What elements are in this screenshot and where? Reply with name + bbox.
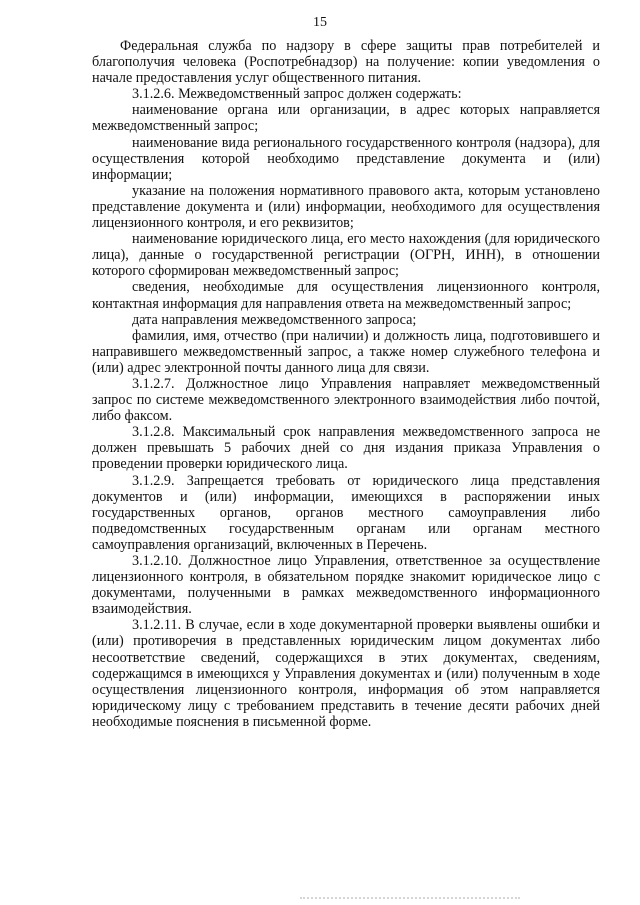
page-number: 15 [313, 15, 327, 30]
list-item-legal-act: указание на положения нормативного правового акта, которым установлено представление документа и (или) информации, необходимого для осуществления лицензионного контроля, и его реквизитов; [92, 182, 600, 232]
paragraph-3-1-2-6: 3.1.2.6. Межведомственный запрос должен содержать: [132, 86, 462, 103]
paragraph-3-1-2-11: 3.1.2.11. В случае, если в ходе документарной проверки выявлены ошибки и (или) противоречия в представленных юридическим лицом документах либо несоответствие сведений, содержащихся в этих документах, сведениям, содержащимся в имеющихся у Управления документах и (или) полученным в ходе осуществления лицензионного контроля, информация об этом направляется юридическому лицу с требованием представить в течение десяти рабочих дней необходимые пояснения в письменной форме. [92, 617, 600, 730]
list-item-organ-name: наименование органа или организации, в адрес которых направляется межведомственный запрос; [92, 102, 600, 135]
list-item-legal-entity: наименование юридического лица, его место нахождения (для юридического лица), данные о государственной регистрации (ОГРН, ИНН), в отношении которого сформирован межведомственный запрос; [92, 231, 600, 280]
document-body [92, 38, 600, 730]
paragraph-3-1-2-7: 3.1.2.7. Должностное лицо Управления направляет межведомственный запрос по системе межведомственного электронного взаимодействия либо почтой, либо факсом. [92, 375, 600, 425]
list-item-request-date: дата направления межведомственного запроса; [132, 311, 417, 328]
scan-artifact [300, 897, 520, 905]
paragraph-3-1-2-10: 3.1.2.10. Должностное лицо Управления, ответственное за осуществление лицензионного контроля, в обязательном порядке знакомит юридическое лицо с документами, полученными в рамках межведомственного информационного взаимодействия. [92, 553, 600, 618]
paragraph-3-1-2-9: 3.1.2.9. Запрещается требовать от юридического лица представления документов и (или) информации, имеющихся в распоряжении иных государственных органов, органов местного самоуправления либо подведомственных государственным органам или органам местного самоуправления организаций, включенных в Перечень. [92, 472, 600, 553]
list-item-contact-info: сведения, необходимые для осуществления лицензионного контроля, контактная информация для направления ответа на межведомственный запрос; [92, 279, 600, 312]
paragraph-rospotrebnadzor: Федеральная служба по надзору в сфере защиты прав потребителей и благополучия человека (Роспотребнадзор) на получение: копии уведомления о начале предоставления услуг общественного питания. [92, 38, 600, 87]
list-item-control-type: наименование вида регионального государственного контроля (надзора), для осуществления которой необходимо представление документа и (или) информации; [92, 134, 600, 183]
paragraph-3-1-2-8: 3.1.2.8. Максимальный срок направления межведомственного запроса не должен превышать 5 рабочих дней со дня издания приказа Управления о проведении проверки юридического лица. [92, 424, 600, 473]
list-item-official-name: фамилия, имя, отчество (при наличии) и должность лица, подготовившего и направившего межведомственный запрос, а также номер служебного телефона и (или) адрес электронной почты данного лица для связи. [92, 327, 600, 376]
